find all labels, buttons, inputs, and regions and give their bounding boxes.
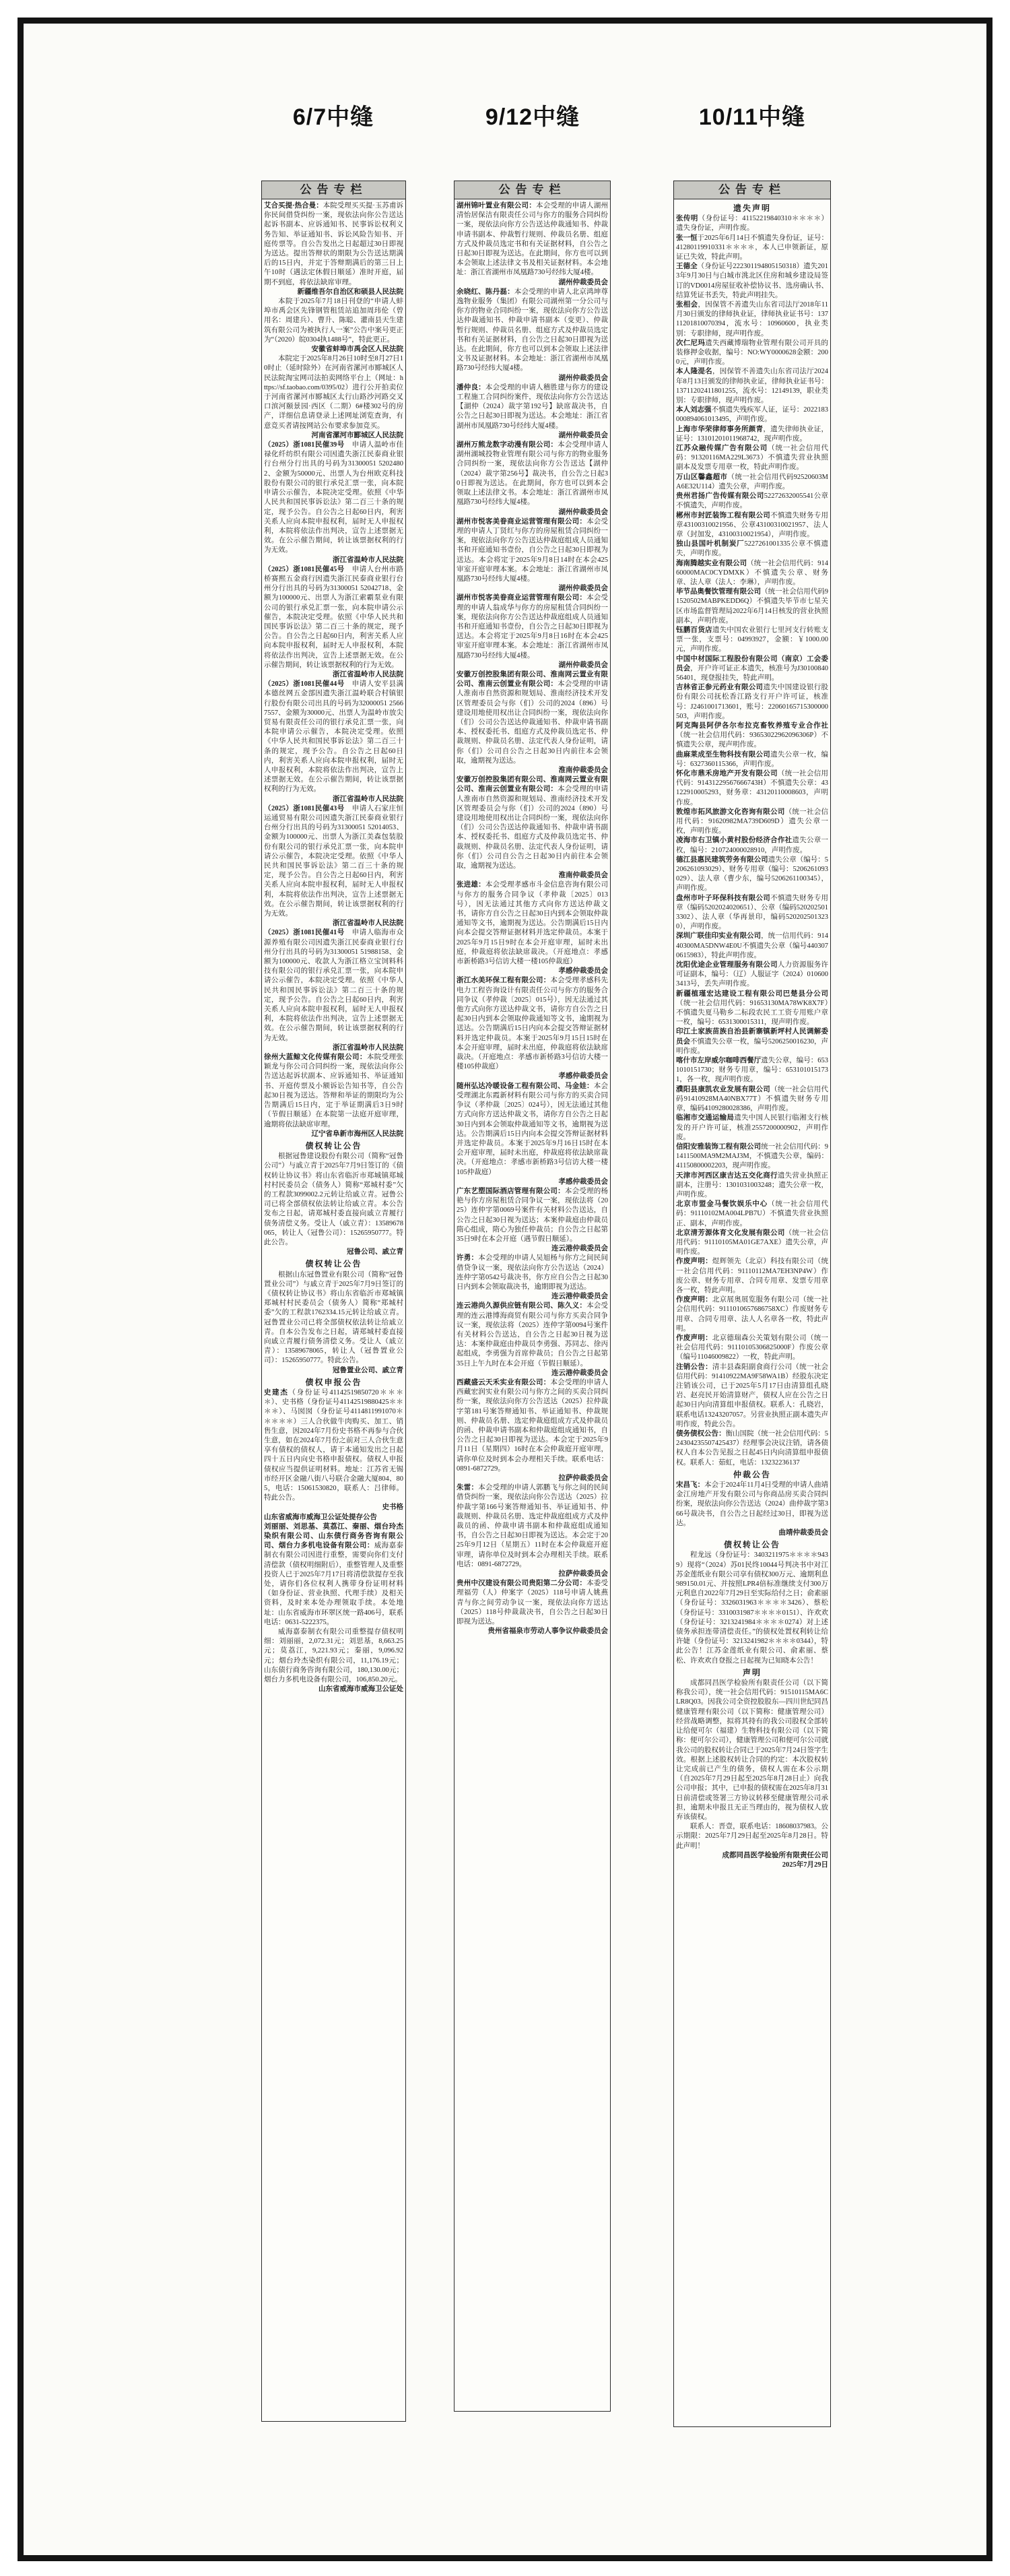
- notice-lead: 信阳安雅装饰工程有限公司: [676, 1142, 762, 1151]
- notice-lead: 湖州市悦客美眷商业运营管理有限公司：: [457, 517, 587, 525]
- notice-lead: 本人刘志强: [676, 406, 712, 414]
- court-signature: 湖州仲裁委员会: [558, 278, 608, 286]
- notice-lead: 凌海市右卫镇小黄村股份经济合作社: [676, 837, 793, 845]
- notice-lead: 张传明: [676, 215, 698, 223]
- notice-paragraph: 连云港尚久源供应链有限公司、陈久义：本会受理的连云港博海商贸有限公司与你方买卖合同争议一案，现依法将（2025）连仲字第0094号案件有关材料公告送达，自公告之日起30日视为送达：本案仲裁庭由仲裁员李勇强、苏同志、徐丙起组成，李勇强为首席仲裁员；自公告之日起第35日上午九时在本会开庭（节假日顺延）。: [457, 1302, 609, 1367]
- notice-lead: 喀什市左岸威尔咖啡西餐厅: [676, 1057, 762, 1065]
- announcement-column-3: [673, 181, 831, 2427]
- court-signature: 湖州仲裁委员会: [558, 508, 608, 516]
- notice-lead: 朱雷：: [457, 1484, 479, 1492]
- court-signature: 山东省威海市威海卫公证处: [318, 1685, 403, 1694]
- notice-paragraph: 艾合买提·热合曼：本院受理买买提·玉苏甫诉你民间借贷纠纷一案，现依法向你公告送达起诉书副本、应诉通知书、民事诉讼权利义务告知、举证通知书、诉讼风险告知书、开庭传票等。自公告发出之日起超过30日即视为送达。提出答辩状的期限为公告送达期满后的15日内，并定于答辩期满后的第三日上午10时（遇法定休假日顺延）准时开庭，届期不到庭，将依法缺席审理。: [264, 202, 403, 286]
- notice-paragraph: 张传明（身份证号：41152219840310＊＊＊＊）遗失身份证，声明作废。: [676, 215, 828, 232]
- notice-paragraph: 刘丽丽、刘思基、莫荔江、秦丽、烟台玲杰染织有限公司、山东债行商务咨询有限公司、烟台力多机电设备有限公司：威海嘉泰制衣有限公司因进行重整，需要向你们支付清偿款（债权明细附后），重整管理人及重整投资人已于2025年7月17日将清偿款提存至我处，请你们各位权利人携带身份证明材料（如身份证、营业执照、代理手续）及相关资料，及时来本处办理领取手续。本处地址：山东省威海市环翠区统一路406号，联系电话：0631-5222375。: [264, 1522, 403, 1626]
- notice-paragraph: 余晓红、陈丹磊：本会受理的申请人北京鸿坤尊逸物业服务（集团）有限公司湖州第一分公司与你方的物业合同纠纷一案，现依法向你方公告送达仲裁通知书、仲裁申请书副本（变更）、仲裁暂行规则、仲裁员名册、组庭方式及仲裁员选定书和有关证据材料，自公告之日起30日即视为送达。在此期间，你方也可以到本会领取上述法律文书及证据材料。本会地址：浙江省湖州市凤凰路730号经纬大厦4楼。: [457, 288, 609, 373]
- notice-lead: 毕节品奥餐饮管理有限公司: [676, 588, 762, 596]
- notice-paragraph: 万山区馨鑫超市（统一社会信用代码92520603MA6E32U114）遗失公章，声明作废。: [676, 473, 829, 490]
- notice-lead: 安徽万创控股集团有限公司、淮南网云置业有限公司、淮南云创置业有限公司：: [457, 776, 608, 794]
- notice-paragraph: 印江土家族苗族自治县新寨镇新坪村人民调解委员会不慎遗失公章一枚，编号5206250016230，声明作废。: [676, 1028, 829, 1055]
- section-title: 债权转让公告: [305, 1140, 362, 1151]
- court-signature: 安徽省蚌埠市禹会区人民法院: [311, 346, 403, 354]
- notice-lead: 注销公告：: [676, 1363, 712, 1371]
- notice-paragraph: 张相会，因保管不善遗失山东省司法厅2018年11月30日颁发的律师执业证，律师执业证书号：13711201810070394，流水号：10960600，执业类别：专职律师，现声明作废。: [676, 301, 828, 337]
- notice-lead: 敦煌市拓风旅游文化咨询有限公司: [676, 808, 785, 816]
- notice-paragraph: 作废声明：煜辉领先（北京）科技有限公司（统一社会信用代码：91110112MA7EH3NP4W）作废公章、财务专用章、合同专用章、发票专用章各一枚，特此声明。: [676, 1258, 828, 1294]
- notice-paragraph: （2025）浙1081民催45号 申请人台州市路桥赛熙五金商行因遗失浙江民泰商业银行台州分行出具的号码为31300051 52042718、金额为100000元、出票人为浙江索霸泵业有限公司的银行承兑汇票一张，向本院申请公示催告，本院决定受理。依照《中华人民共和国民事诉讼法》第二百三十条的规定，现予公告。自公告之日起60日内，利害关系人应向本院申报权利，届时无人申报权利，本院将依法作出判决，宣告上述票据无效。在公示催告期间，转让该票据权利的行为无效。: [264, 565, 403, 669]
- notice-paragraph: 宋昌飞：本会于2024年11月4日受理的申请人曲靖金江房地产开发有限公司与你商品房买卖合同纠纷案，现依法向你公告送达（2024）曲仲裁字第366号裁决书，自公告之日起经过30日，即视为送达。: [676, 1481, 828, 1527]
- notice-paragraph: 本人刘志强不慎遗失残疾军人证，证号：2022183000894061013495，声明作废。: [676, 406, 829, 424]
- notice-lead: 湖州市悦客美眷商业运营管理有限公司：: [457, 594, 587, 602]
- notice-lead: 随州弘达冷暖设备工程有限公司、马金娃：: [457, 1082, 594, 1090]
- court-signature: 浙江省温岭市人民法院: [333, 1043, 403, 1052]
- notice-paragraph: 次仁尼玛遗失西藏博瑞物业管理有限公司开具的装修押金收据，编号：NO:WY0000628金额：2000元，声明作废。: [676, 339, 829, 366]
- notice-lead: 宋昌飞：: [676, 1481, 705, 1489]
- notice-paragraph: 阿克陶县阿伊各尔布拉克畜牧养殖专业合作社（统一社会信用代码：93653022962096306P）不慎遗失公章，现声明作废。: [676, 721, 828, 749]
- court-signature: 湖州仲裁委员会: [558, 431, 608, 439]
- notice-lead: （2025）浙1081民催39号: [264, 441, 345, 449]
- notice-paragraph: 随州弘达冷暖设备工程有限公司、马金娃：本会受理湖北东霞新材料有限公司与你方的买卖合同争议（孝仲裁〔2025〕024号），因无法通过其他方式向你方送达仲裁文书，请你方自公告之日起30日内到本会领取仲裁通知等文书，逾期视为送达。公告期满后15日内向本会提交答辩证据材料并选定仲裁员。本案于2025年9月16日15时在本会开庭审理，届时未出庭，仲裁庭将依法缺席裁决。（开庭地点：孝感市新桥路3号信访大楼一楼105仲裁庭）: [457, 1082, 609, 1176]
- notice-paragraph: 湖州锦叶置业有限公司：本会受理的申请人湖州清怡居保洁有限责任公司与你方的服务合同纠纷一案，现依法向你方公告送达仲裁通知书、仲裁申请书副本、仲裁暂行规则、仲裁员名册、组庭方式及仲裁员选定书和有关证据材料，自公告之日起30日即视为送达。在此期间，你方也可以到本会领取上述法律文书及相关证据材料。本会地址：浙江省湖州市凤凰路730号经纬大厦4楼。: [457, 202, 609, 277]
- notice-lead: 天津市河西区康吉达五交化商行: [676, 1171, 778, 1180]
- notice-lead: 湖州锦叶置业有限公司：: [457, 202, 536, 210]
- notice-paragraph: （2025）浙1081民催39号 申请人温岭市佳禄化纤纺织有限公司因遗失浙江民泰商业银行台州分行出具的号码为31300051 52024802、金额为50000元、出票人为台州欧克科技股份有限公司的银行承兑汇票一张，向本院申请公示催告，本院决定受理。依照《中华人民共和国民事诉讼法》第二百三十条的规定，现予公告。自公告之日起60日内，利害关系人应向本院申报权利，届时无人申报权利，本院将依法作出判决，宣告上述票据无效。在公示催告期间，转让该票据权利的行为无效。: [264, 441, 403, 554]
- notice-lead: 刘丽丽、刘思基、莫荔江、秦丽、烟台玲杰染织有限公司、山东债行商务咨询有限公司、烟台力多机电设备有限公司：: [264, 1522, 403, 1550]
- notice-lead: 广东艺塑国际酒店管理有限公司：: [457, 1187, 565, 1195]
- court-signature: 曲靖仲裁委员会: [778, 1529, 828, 1537]
- notice-lead: 深圳广联佳印实业有限公司: [676, 932, 762, 940]
- notice-lead: 史建杰: [264, 1388, 289, 1396]
- announcement-column-2: [454, 181, 611, 2412]
- notice-paragraph: 新疆植瑾宏达建设工程有限公司巴楚县分公司（统一社会信用代码：91653130MA78WK8X7F）不慎遗失夏马勒乡二标段农民工工资专用账户章一枚，编号：6531300015311，现声明作废。: [676, 990, 828, 1027]
- notice-paragraph: 独山县国叶机制炭厂5227261001335公章不慎遗失，声明作废。: [676, 540, 829, 558]
- notice-lead: 张相会: [676, 301, 698, 309]
- court-signature: 2025年7月29日: [782, 1861, 828, 1869]
- section-title: 遗失声明: [733, 203, 771, 213]
- notice-paragraph: 徐州大蓝鲸文化传媒有限公司：本院受理张颖龙与你公司合同纠纷一案，现依法向你公告送达起诉状副本、应诉通知书、举证通知书、开庭传票及小额诉讼告知书等，自公告起30日视为送达。答辩和举证的期限均为公告期满后15日内，定于举证期满后3日9时（节假日顺延）在本院第一法庭开庭审理，逾期将依法缺席审理。: [264, 1054, 404, 1128]
- notice-paragraph: 沈阳优途企业管理服务有限公司人力资源服务许可证副本，编号：（辽）人服证字（2024）0106003413号，丢失声明作废。: [676, 961, 829, 988]
- notice-lead: （2025）浙1081民催41号: [264, 929, 345, 937]
- court-signature: 湖州仲裁委员会: [558, 374, 608, 382]
- notice-paragraph: 贵州君扬广告传媒有限公司52272632005541公章不慎遗失，声明作废。: [676, 492, 829, 510]
- notice-lead: 上海市华荣律师事务所颜青: [676, 425, 764, 433]
- notice-paragraph: 濮阳县康凯农业发展有限公司（统一社会信用代码91410928MA40NBX77T）不慎遗失财务专用章，编码4109280028386，声明作废。: [676, 1085, 829, 1113]
- court-signature: 河南省漯河市郾城区人民法院: [311, 431, 403, 439]
- court-signature: 新疆维吾尔自治区和硕县人民法院: [297, 288, 403, 296]
- notice-paragraph: 天津市河西区康吉达五交化商行遗失营业执照正副本，注册号：1301031003248；遗失公章一枚，声明作废。: [676, 1171, 829, 1198]
- notice-paragraph: 海南腾越实业有限公司（统一社会信用代码：91460000MAC0CYDMXK）不慎遗失公章、财务章、法人章（法人：李琳），声明作废。: [676, 559, 828, 586]
- notice-paragraph: 西藏盛云天禾实业有限公司：本会受理的申请人西藏宏润实业有限公司与你方之间的买卖合同纠纷一案，现依法向你方公告送达（2025）拉仲裁字第181号案答辩通知书、举证通知书、仲裁规则、仲裁员名册、选定仲裁庭组成方式及仲裁员的函、仲裁申请书副本和仲裁庭组成通知书，自公告之日起30日即视为送达。本会定于2025年9月11日（星期四）16时在本会仲裁庭开庭审理，请你单位及时到本会办理相关手续。联系电话：0891-6872729。: [457, 1378, 609, 1473]
- notice-lead: 张一恒: [676, 234, 698, 242]
- notice-lead: 作废声明：: [676, 1334, 712, 1342]
- notice-lead: 怀化市鼎禾房地产开发有限公司: [676, 769, 778, 777]
- section-title: 声明: [742, 1667, 762, 1677]
- notice-lead: 中国中材国际工程股份有限公司（南京）工会委员会: [676, 655, 828, 672]
- notice-lead: 连云港尚久源供应链有限公司、陈久义：: [457, 1302, 587, 1310]
- court-signature: 连云港仲裁委员会: [551, 1293, 608, 1301]
- notice-paragraph: 根据山东冠鲁置业有限公司（简称“冠鲁置业公司”）与戚立青于2025年7月9日签订的《债权转让协议书》将山东省临沂市郑城镇郑城村村民委员会（债务人）简称“郑城村委”欠的工程款1762334.15元转让给戚立青。冠鲁置业公司已将全部债权依法转让给戚立青。自本公告发布之日起，请郑城村委直接向戚立青履行债务清偿义务。受让人（戚立青）：13589678065，转让人（冠鲁置业公司）：15265950777。特此公告。: [264, 1270, 403, 1365]
- court-signature: 拉萨仲裁委员会: [558, 1475, 608, 1483]
- notice-paragraph: 根据冠鲁建设股份有限公司（简称“冠鲁公司”）与戚立青于2025年7月9日签订的《债权转让协议书》将山东省临沂市郑城镇郑城村村民委员会（债务人）简称“郑城村委”欠的工程款3099002.2元转让给戚立青。冠鲁公司已将全部债权依法转让给戚立青。本公告发布之日起，请郑城村委直接向戚立青履行债务清偿义务。受让人（戚立青）：13589678065，转让人（冠鲁公司）：15265950777。特此公告。: [264, 1153, 403, 1246]
- court-signature: 连云港仲裁委员会: [551, 1245, 608, 1253]
- notice-lead: 张进雄：: [457, 881, 485, 889]
- notice-lead: 西藏盛云天禾实业有限公司：: [457, 1378, 551, 1386]
- notice-paragraph: 本院定于2025年8月26日10时至8月27日10时止（延时除外）在河南省漯河市郾城区人民法院淘宝网司法拍卖网络平台上（网址：https://sf.taobao.com/0395/02）进行公开拍卖位于河南省漯河市郾城区太行山路沙河路交叉口滨河颐景园·西区（二期）6#楼302号的房产，详细信息请登录上述网址浏览查询，有意竞买者请按网站公布要求参加竞买。: [264, 355, 403, 430]
- notice-lead: （2025）浙1081民催43号: [264, 804, 345, 812]
- notice-lead: 作废声明：: [676, 1258, 712, 1266]
- notice-paragraph: 浙江水美环保工程有限公司：本会受理孝感科先电力工程咨询设计有限责任公司与你方的服务合同争议（孝仲裁〔2025〕015号），因无法通过其他方式向你方送达仲裁文书，请你方自公告之日起30日内到本会领取仲裁通知等文书，逾期视为送达。公告期满后15日内向本会提交答辩证据材料并选定仲裁员。本案于2025年9月15日15时在本会开庭审理，届时未出庭，仲裁庭将依法缺席裁决。（开庭地点：孝感市新桥路3号信访大楼一楼105仲裁庭）: [457, 977, 609, 1071]
- notice-lead: 浙江水美环保工程有限公司：: [457, 977, 551, 985]
- notice-lead: 湖州万熊龙数字动漫有限公司：: [457, 441, 558, 449]
- notice-lead: 盘州市叶子环保科技有限公司: [676, 894, 771, 902]
- column-body: [262, 199, 405, 1697]
- court-signature: 湖州仲裁委员会: [558, 661, 608, 669]
- notice-paragraph: 德江县惠民建筑劳务有限公司遗失公章（编号：5206261093029）、财务专用章（编号：5206261093029）、法人章（曹少东，编号5206261100345），声明作废。: [676, 856, 829, 893]
- notice-lead: 曲麻莱成至生物科技有限公司: [676, 750, 771, 759]
- section-title: 债权转让公告: [305, 1259, 362, 1269]
- notice-lead: 万山区馨鑫超市: [676, 473, 728, 481]
- court-signature: 浙江省温岭市人民法院: [333, 920, 403, 928]
- notice-paragraph: 贵州中汉建设有限公司贵阳第二分公司：本委受理福劳（人）仲案字（2025）118号申请人姚燕青与你之间劳动争议一案，现依法向你方送达（2025）118号仲裁裁决书，自公告之日起30日即视为送达。: [457, 1580, 609, 1626]
- notice-lead: 北京清芳源体育文化发展有限公司: [676, 1229, 785, 1237]
- notice-paragraph: 联系人：晋壹，联系电话：18608037983。公示期限：2025年7月29日起至2025年8月28日。特此声明！: [676, 1823, 828, 1850]
- notice-paragraph: 作废声明：北京德瑞森公关策划有限公司（统一社会信用代码：91110105306825000F）作废公章（编号11046009822）一枚，特此声明。: [676, 1334, 828, 1361]
- notice-lead: 郴州市封匠装饰工程有限公司: [676, 511, 771, 519]
- notice-paragraph: 北京清芳源体育文化发展有限公司（统一社会信用代码：91110105MA01GE7AXE）遗失公章，声明作废。: [676, 1229, 828, 1256]
- notice-lead: 债务债权公告：: [676, 1430, 726, 1438]
- court-signature: 冠鲁置业公司、戚立青: [333, 1366, 403, 1374]
- notice-paragraph: 安徽万创控股集团有限公司、淮南网云置业有限公司、淮南云创置业有限公司：本会受理的申请人淮南市自然资源和规划局、淮南经济技术开发区管理委员会与你（们）公司的2024（896）号建设用地使用权出让合同纠纷一案，现依法向你（们）公司公告送达仲裁通知书、仲裁申请书副本、授权委托书、组庭方式及仲裁员选定书、仲裁规则、仲裁员名册、法定代表人身份证明，请你（们）公司自公告之日起30日内前往本会领取，逾期视为送达。: [457, 670, 609, 765]
- notice-paragraph: 许勇：本会受理的申请人吴旭杨与你方之间民间借贷争议一案，现依法向你方公告送达（2024）连仲字第0542号裁决书，你方应自公告之日起30日内到本会领取裁决书，逾期即视为送达。: [457, 1254, 609, 1291]
- notice-paragraph: 盘州市叶子环保科技有限公司不慎遗失财务专用章（编码5202024020651）、公章（编码5202025013302）、法人章（华再景印，编码5202025013230），声明作废。: [676, 894, 829, 931]
- notice-lead: 印江土家族苗族自治县新寨镇新坪村人民调解委员会: [676, 1028, 828, 1045]
- notice-paragraph: 湖州市悦客美眷商业运营管理有限公司：本会受理的申请人翁成华与你方的房屋租赁合同纠纷一案，现依法向你方公告送达仲裁庭组成人员通知书和开庭通知书壹份，自公告之日起30日即视为送达。本会将定于2025年9月8日16时在本会425审室开庭审理本案。本会地址：浙江省湖州市凤凰路730号经纬大厦4楼。: [457, 594, 609, 659]
- notice-lead: 艾合买提·热合曼：: [264, 202, 323, 210]
- column-header: 公告专栏: [262, 181, 405, 199]
- notice-paragraph: 上海市华荣律师事务所颜青，遗失律师执业证，证号：13101201011968742，现声明作废。: [676, 425, 829, 443]
- notice-paragraph: （2025）浙1081民催43号 申请人石家庄恒运通贸易有限公司因遗失浙江民泰商业银行台州分行出具的号码为31300051 52014053、金额为100000元、出票人为浙江美森包装股份有限公司的银行承兑汇票一张，向本院申请公示催告，本院决定受理。依照《中华人民共和国民事诉讼法》第二百三十条的规定，现予公告。自公告之日起60日内，利害关系人应向本院申报权利，届时无人申报权利，本院将依法作出判决，宣告上述票据无效。在公示催告期间，转让该票据权利的行为无效。: [264, 804, 403, 918]
- notice-lead: 许勇：: [457, 1254, 479, 1262]
- notice-paragraph: 信阳安雅装饰工程有限公司统一社会信用代码：91411500MA9M2MAJ3M，不慎遗失公章，编码：41150800002203，现声明作废。: [676, 1142, 829, 1170]
- court-signature: 孝感仲裁委员会: [558, 1178, 608, 1186]
- notice-lead: 德江县惠民建筑劳务有限公司: [676, 856, 768, 864]
- notice-paragraph: 怀化市鼎禾房地产开发有限公司（统一社会信用代码：91431229567666743H）不慎遗失公章：43122910005293，财务章：43120110008603，声明作废。: [676, 769, 829, 806]
- gutter-header-9-12: 9/12中缝: [485, 104, 580, 130]
- notice-paragraph: 湖州市悦客美眷商业运营管理有限公司：本会受理的申请人丁贤红与你方的房屋租赁合同纠纷一案，现依法向你方公告送达仲裁庭组成人员通知书和开庭通知书壹份，自公告之日起30日即视为送达。本会将定于2025年9月8日14时在本会425审室开庭审理本案。本会地址：浙江省湖州市凤凰路730号经纬大厦4楼。: [457, 517, 609, 583]
- notice-paragraph: 张进雄：本会受理孝感市斗金信息咨询有限公司与你方的服务合同争议（孝仲裁〔2025〕013号），因无法通过其他方式向你方送达仲裁文书，请你方自公告之日起30日内到本会领取仲裁通知等文书，逾期视为送达。公告期满后15日内向本会提交答辩证据材料并选定仲裁员。本案于2025年9月15日9时在本会开庭审理，届时未出庭，仲裁庭将依法缺席裁决。（开庭地点：孝感市新桥路3号信访大楼一楼105仲裁庭）: [457, 881, 609, 966]
- notice-lead: （2025）浙1081民催45号: [264, 565, 345, 573]
- court-signature: 淮南仲裁委员会: [558, 872, 608, 880]
- court-signature: 成都同昌医学检验所有限责任公司: [722, 1851, 828, 1859]
- court-signature: 连云港仲裁委员会: [551, 1369, 608, 1377]
- gutter-header-10-11: 10/11中缝: [698, 104, 806, 130]
- court-signature: 淮南仲裁委员会: [558, 766, 608, 774]
- notice-lead: 濮阳县康凯农业发展有限公司: [676, 1085, 771, 1093]
- court-signature: 辽宁省阜新市海州区人民法院: [311, 1130, 403, 1138]
- column-header: 公告专栏: [674, 181, 830, 199]
- section-title: 仲裁公告: [733, 1469, 771, 1479]
- notice-lead: 安徽万创控股集团有限公司、淮南网云置业有限公司、淮南云创置业有限公司：: [457, 670, 608, 688]
- notice-lead: 徐州大蓝鲸文化传媒有限公司：: [264, 1054, 367, 1062]
- column-body: [454, 199, 610, 1639]
- notice-paragraph: 临湘市交通运输局遗失中国人民银行临湘支行核发的开户许可证，核准2557200000902，声明作废。: [676, 1114, 829, 1141]
- notice-paragraph: 张一恒于2025年6月14日不慎遗失身份证，证号：41280119910331＊＊＊＊，本人已申领新证，原证已失效，特此声明。: [676, 234, 829, 261]
- notice-paragraph: 凌海市右卫镇小黄村股份经济合作社遗失公章一枚，编号：210724000028910，声明作废。: [676, 837, 829, 854]
- notice-lead: 贵州君扬广告传媒有限公司: [676, 492, 764, 501]
- notice-paragraph: 郴州市封匠装饰工程有限公司不慎遗失财务专用章43100310021956、公章43100310021957、法人章（封加发，43100310021954），声明作废。: [676, 511, 829, 538]
- court-signature: 贵州省福泉市劳动人事争议仲裁委员会: [487, 1628, 608, 1636]
- court-signature: 浙江省温岭市人民法院: [333, 795, 403, 803]
- notice-paragraph: 曲麻莱成至生物科技有限公司遗失公章一枚，编号：6327360115366，声明作废。: [676, 750, 829, 768]
- court-signature: 湖州仲裁委员会: [558, 585, 608, 593]
- notice-paragraph: 深圳广联佳印实业有限公司，统一信用代码：91440300MA5DNW4E0U不慎遗失公章（编号4403070615983），特此声明作废。: [676, 932, 829, 959]
- court-signature: 浙江省温岭市人民法院: [333, 556, 403, 564]
- notice-lead: （2025）浙1081民催44号: [264, 680, 345, 688]
- court-signature: 史书格: [382, 1504, 403, 1512]
- section-title: 债权转让公告: [723, 1540, 780, 1550]
- notice-lead: 临湘市交通运输局: [676, 1114, 735, 1122]
- notice-lead: 本人隆湜名: [676, 368, 712, 376]
- court-signature: 孝感仲裁委员会: [558, 1072, 608, 1081]
- notice-paragraph: （2025）浙1081民催41号 申请人临海市众源养殖有限公司因遗失浙江民泰商业银行台州分行出具的号码为31300051 51988158、金额为100000元、收款人为浙江格立宝饲料科技有限公司的银行承兑汇票一张，向本院申请公示催告，本院决定受理。依照《中华人民共和国民事诉讼法》第二百三十条的规定，现予公告。自公告之日起60日内，利害关系人应向本院申报权利，届时无人申报权利，本院将依法作出判决，宣告上述票据无效。在公示催告期间，转让该票据权利的行为无效。: [264, 929, 403, 1042]
- notice-paragraph: 潘仲良：本会受理的申请人稽胜建与你方的建设工程施工合同纠纷案件，现依法向你方公告送达【湖仲（2024）裁字第192号】缺席裁决书，自公告之日起30日即视为送达。本会地址：浙江省湖州市凤凰路730号经纬大厦4楼。: [457, 383, 609, 430]
- court-signature: 冠鲁公司、戚立青: [347, 1248, 403, 1256]
- court-signature: 拉萨仲裁委员会: [558, 1570, 608, 1578]
- notice-paragraph: 王德全（身份证号222301194805150318）遗失2013年9月30日与白城市洮北区住房和城乡建设局签订的VD0014房屋征收补偿协议书、选房确认书、结算凭证书丢失，特此声明挂失。: [676, 263, 828, 299]
- notice-paragraph: 史建杰（身份证号41142519850720＊＊＊＊）、史书格（身份证号41142519880425＊＊＊＊）、马囡囡（身份证号4114811991070＊＊＊＊＊）三人合伙做牛肉购买、加工、销售生意，因2024年7月份史书格不再参与合伙生意，如在2024年7月份之前对三人合伙生意享有债权的债权人，请于本通知发出之日起四十五日内向史书格申报债权。债权人申报债权应当提供证明材料。地址：江苏省无锡市经开区金融八街八号联合金融大厦804、805，电话：15061530820，联系人：吕律师。特此公告。: [264, 1388, 403, 1502]
- notice-paragraph: 安徽万创控股集团有限公司、淮南网云置业有限公司、淮南云创置业有限公司：本会受理的申请人淮南市自然资源和规划局、淮南经济技术开发区管理委员会与你（们）公司的2024（890）号建设用地使用权出让合同纠纷一案，现依法向你（们）公司公告送达仲裁通知书、仲裁申请书副本、授权委托书、组庭方式及仲裁员选定书、仲裁规则、仲裁员名册、法定代表人身份证明，请你（们）公司自公告之日起30日内前往本会领取，逾期视为送达。: [457, 776, 609, 870]
- notice-paragraph: 中国中材国际工程股份有限公司（南京）工会委员会，开户许可证正本遗失，核准号为J3010084056401，现登报挂失，特此声明。: [676, 655, 828, 682]
- notice-paragraph: 毕节品奥餐饮管理有限公司（统一社会信用代码91520502MABPKEDD6Q）不慎遗失毕节市七星关区市场监督管理局2022年6月14日核发的营业执照副本，声明作废。: [676, 588, 829, 624]
- notice-paragraph: 作废声明：北京展奥展览服务有限公司（统一社会信用代码：9111010657686758XC）作废财务专用章、合同专用章、法人人名章各一枚，特此声明。: [676, 1296, 828, 1332]
- notice-paragraph: （2025）浙1081民催44号 申请人安平县满本德丝网五金部因遗失浙江温岭联合村镇银行股份有限公司出具的号码为32000051 25667557、金额为30000元、出票人为温岭市放尖贸易有限责任公司的银行承兑汇票一张，向本院申请公示催告，本院决定受理。依照《中华人民共和国民事诉讼法》第二百三十条的规定，现予公告。自公告之日起60日内，利害关系人应向本院申报权利，届时无人申报权利，本院将依法作出判决，宣告上述票据无效。在公示催告期间，转让该票据权利的行为无效。: [264, 680, 403, 794]
- notice-lead: 新疆植瑾宏达建设工程有限公司巴楚县分公司: [676, 990, 828, 998]
- notice-lead: 吉林省正参元药业有限公司: [676, 684, 764, 692]
- notice-lead: 作废声明：: [676, 1296, 712, 1304]
- notice-paragraph: 本院于2025年7月18日刊登的“申请人蚌埠市禹会区先锋钢管租赁站追加周玮伦（曾用名：周建兵）、曹升、陈聪、灌南县天生建筑有限公司为被执行人一案”公告中案号更正为“（2020）皖0304执1488号”，特此更正。: [264, 298, 403, 344]
- column-header: 公告专栏: [454, 181, 610, 199]
- notice-lead: 阿克陶县阿伊各尔布拉克畜牧养殖专业合作社: [676, 721, 828, 730]
- notice-paragraph: 湖州万熊龙数字动漫有限公司：本会受理申请人湖州湖城投物业管理有限公司与你方的物业服务合同纠纷一案，现依法向你方公告送达【湖仲（2024）裁字第256号】裁决书，自公告之日起30日即视为送达。在此期间，你方也可以到本会领取上述法律文书。本会地址：浙江省湖州市凤凰路730号经纬大厦4楼。: [457, 441, 609, 507]
- notice-lead: 王德全: [676, 263, 698, 271]
- notice-lead: 沈阳优途企业管理服务有限公司: [676, 961, 778, 969]
- notice-paragraph: 本人隆湜名，因保管不善遗失山东省司法厅2024年8月13日颁发的律师执业证，律师执业证书号：13711202411801255，流水号：12149139，职业类别：专职律师，现声明作废。: [676, 368, 829, 405]
- column-body: [674, 199, 830, 1873]
- notice-lead: 江苏众融传媒广告有限公司: [676, 445, 768, 453]
- court-signature: 孝感仲裁委员会: [558, 967, 608, 975]
- notice-lead: 海南腾越实业有限公司: [676, 559, 747, 567]
- notice-lead: 贵州中汉建设有限公司贵阳第二分公司：: [457, 1580, 587, 1588]
- notice-paragraph: 喀什市左岸威尔咖啡西餐厅遗失公章，编号：6531010151730；财务专用章，编号：6531010151731，各一枚，现声明作废。: [676, 1057, 829, 1084]
- announcement-column-1: [261, 181, 406, 2422]
- notice-lead: 独山县国叶机制炭厂: [676, 540, 745, 548]
- notice-paragraph: 程龙远（身份证号：3403211975＊＊＊＊9439）现将“（2024）苏01民终10044号判决书中对江苏金莲纸业有限公司享有债权300万元、逾期利息989150.01元、并按照LPR4倍标准继续支付300万元利息自2022年7月29日至实际给付之日；俞素丽（身份证号：3326031963＊＊＊＊3426）、蔡松（身份证号：3310031987＊＊＊＊0151）、许欢欢（身份证号：3213241984＊＊＊＊0274）对上述债务承担连带清偿责任。”的债权处置权利转让给许婕（身份证号：3213241982＊＊＊＊0344），特此公告！江苏金莲纸业有限公司、俞素丽、蔡松、许欢欢自登报之日起视为已知晓本公告！: [676, 1551, 828, 1665]
- section-title: 债权申报公告: [305, 1377, 362, 1387]
- notice-paragraph: 钰鹏百货店遗失中国农业银行七里河支行转账支票一张，支票号：04993927，金额：￥1000.00元，声明作废。: [676, 626, 828, 653]
- notice-lead: 余晓红、陈丹磊：: [457, 288, 514, 296]
- notice-paragraph: 债务债权公告：衡山国院（统一社会信用代码：524304235507425437）经理事会决议注销，请各债权人自本公告见报之日起45日内向清算组申报债权。联系人：茹虹，电话：13232236137: [676, 1430, 829, 1467]
- notice-paragraph: 威海嘉泰制衣有限公司重整提存债权明细：刘丽丽，2,072.31元；刘思基，8,663.25元；莫荔江，9,221.93元；秦丽，9,096.92元；烟台玲杰染织有限公司，11,176.19元；山东债行商务咨询有限公司，180,130.00元；烟台力多机电设备有限公司，106,850.20元。: [264, 1628, 403, 1684]
- notice-paragraph: 广东艺塑国际酒店管理有限公司：本会受理的杨艳与你方房屋租赁合同争议一案，现依法将（2025）连仲字第0069号案件有关材料公告送达，自公告之日起30日视为送达；本案仲裁庭由仲裁员隋心组成，隋心为独任仲裁员；自公告之日起第35日9时在本会开庭（遇节假日顺延）。: [457, 1187, 608, 1243]
- notice-heading: 山东省威海市威海卫公证处提存公告: [264, 1513, 377, 1521]
- notice-lead: 潘仲良：: [457, 383, 485, 391]
- notice-lead: 钰鹏百货店: [676, 626, 712, 634]
- notice-paragraph: 吉林省正参元药业有限公司遗失中国建设银行股份有限公司抚松香江路支行开户许可证，核准号：J2461001713601，账号：22060165715300000503，声明作废。: [676, 684, 829, 720]
- gutter-header-6-7: 6/7中缝: [292, 104, 374, 130]
- notice-paragraph: 北京市盟金马餐饮娱乐中心（统一社会信用代码：91110102MA004LPB7U）不慎遗失营业执照正、副本，声明作废。: [676, 1200, 829, 1227]
- notice-paragraph: 注销公告：清丰县森阳副食商行公司（统一社会信用代码：91410922MA9F58WA1B）经股东决定注销该公司，已于2025年5月17日由清算组孔晓岩、赵亮民开始清算财产，债权人应在公告之日起30日内向清算组申报债权。联系人：孔晓岩，联系电话13243207057。另营业执照正副本遗失声明作废，特此公告。: [676, 1363, 828, 1428]
- notice-paragraph: 成都同昌医学检验所有限责任公司（以下简称我公司），统一社会信用代码：91510115MA6CLR8Q03。因我公司全资控股股东—四川世纪同昌健康管理有限公司（以下简称：健康管理公司）经营战略调整，拟将其持有的我公司股权全部转让给便可尔（福建）生物科技有限公司（以下简称：便可尔公司），健康管理公司和便可尔公司就我公司的股权转让合同已于2025年7月24日签字生效。根据上述股权转让合同的约定：本次股权转让完成前已产生的债务，债权人需在本公示期（自2025年7月29日起至2025年8月28日止）向我公司申报；其中，已申报的债权需在2025年8月31日前清偿或签署三方协议转移至健康管理公司承担，逾期未申报且无正当理由的，视为债权人放弃该债权。: [676, 1679, 828, 1821]
- notice-paragraph: 朱雷：本会受理的申请人郭鹏飞与你之间的民间借贷纠纷一案，现依法向你公告送达（2025）拉仲裁字第166号案答辩通知书、举证通知书、仲裁规则、仲裁员名册、选定仲裁庭组成方式及仲裁员的函、仲裁申请书副本和仲裁庭组成通知书，自公告之日起30日即视为送达。本会定于2025年9月12日（星期五）11时在本会仲裁庭开庭审理，请你单位及时到本会办理相关手续。联系电话：0891-6872729。: [457, 1484, 609, 1568]
- notice-lead: 次仁尼玛: [676, 339, 706, 347]
- notice-paragraph: 江苏众融传媒广告有限公司（统一社会信用代码：91320116MA229L3673）不慎遗失营业执照副本及发票专用章一枚，特此声明作废。: [676, 445, 829, 472]
- notice-lead: 北京市盟金马餐饮娱乐中心: [676, 1200, 768, 1209]
- court-signature: 浙江省温岭市人民法院: [333, 670, 403, 678]
- notice-paragraph: 敦煌市拓风旅游文化咨询有限公司（统一社会信用代码：91620982MA739D609D）遗失公章一枚，声明作废。: [676, 808, 828, 835]
